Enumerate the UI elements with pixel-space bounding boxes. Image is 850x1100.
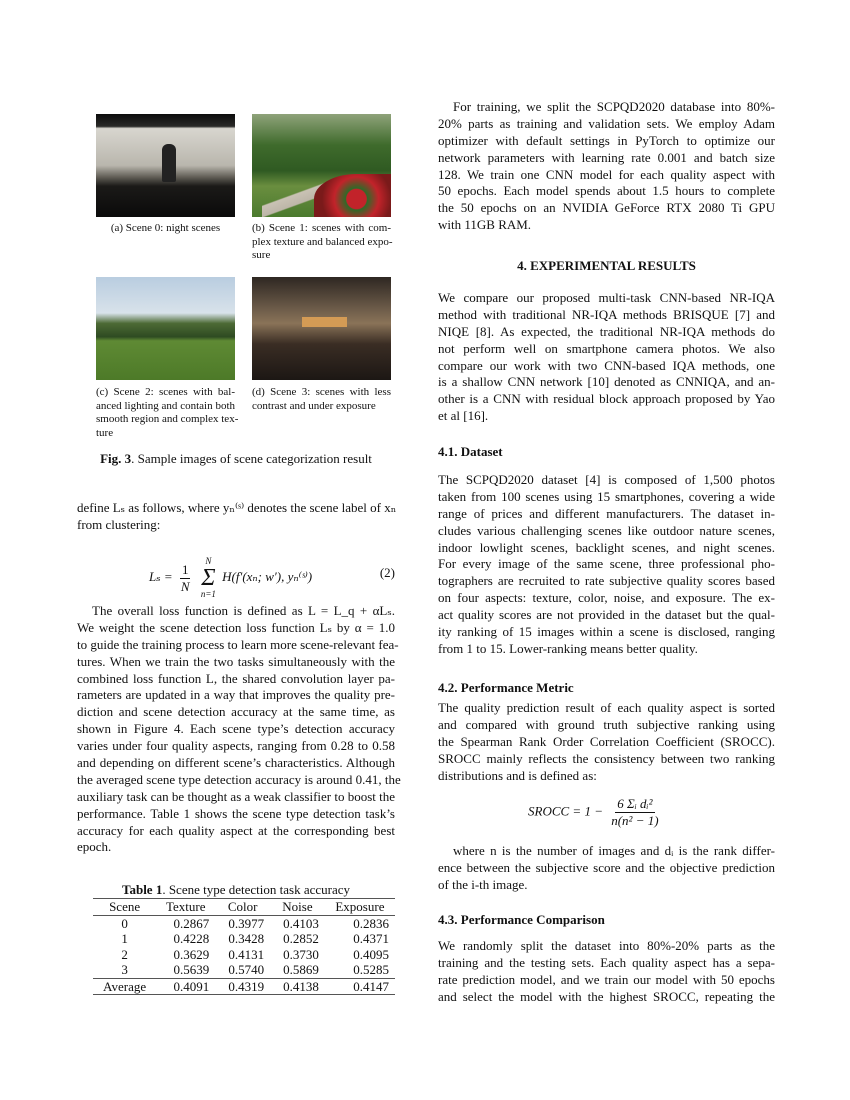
statue-silhouette xyxy=(162,144,176,182)
text-line: optimizer with default settings in PyTorch to optimize our xyxy=(438,132,775,148)
table-cell: 3 xyxy=(121,962,128,977)
table-cell: 0.3428 xyxy=(228,931,265,946)
sum-symbol: Σ xyxy=(201,565,216,591)
srocc-lhs: SROCC = 1 − xyxy=(528,803,603,819)
dataset-paragraph xyxy=(438,472,775,658)
table-cell: 0.4371 xyxy=(353,931,389,946)
text-line: contrast and under exposure xyxy=(252,399,376,412)
table-row xyxy=(93,947,395,963)
overall-loss-paragraph xyxy=(77,603,401,856)
text-line: is a shallow CNN network [10] denoted as CNNIQA, and an- xyxy=(438,374,775,390)
text-line: tographers are recruited to rate subjective quality scores based xyxy=(438,573,775,589)
eq2-numerator: 1 xyxy=(181,561,189,577)
text-line: The SCPQD2020 dataset [4] is composed of 1,500 photos xyxy=(438,472,775,487)
text-line: The quality prediction result of each quality aspect is sorted xyxy=(438,700,775,715)
table-cell: 0.5639 xyxy=(173,962,210,977)
text-line: 20% parts as training and validation sets. We employ Adam xyxy=(438,115,775,131)
text-line: For every image of the same scene, three professional pho- xyxy=(438,556,775,572)
srocc-equation xyxy=(528,796,664,829)
text-line: accuracy for each quality aspect at the corresponding best xyxy=(77,822,395,838)
caption-line: (a) Scene 0: night scenes xyxy=(110,222,221,234)
text-line: of the i-th image. xyxy=(438,876,528,892)
table-average-row xyxy=(93,978,395,995)
text-line: anced lighting and contain both xyxy=(96,399,235,412)
metric-paragraph xyxy=(438,700,775,784)
text-line: compare our work with two CNN-based IQA methods, one xyxy=(438,357,775,373)
text-line: ture xyxy=(96,426,114,439)
text-line: diction and scene detection accuracy at the same time, as xyxy=(77,704,395,720)
table-row xyxy=(93,915,395,931)
section-4-2-heading: 4.2. Performance Metric xyxy=(438,680,574,695)
eq2-lhs: Lₛ = xyxy=(149,568,173,584)
table-cell: 0.5285 xyxy=(353,962,389,977)
column-header: Color xyxy=(227,899,258,914)
section-4-3-heading: 4.3. Performance Comparison xyxy=(438,912,605,927)
table-cell: 2 xyxy=(121,946,128,962)
subfigure-a-caption xyxy=(96,222,235,236)
text-line: and depending on different scene’s characteristics. Although xyxy=(77,755,395,771)
text-line: epoch. xyxy=(77,839,112,855)
table-cell: 0.4131 xyxy=(228,946,265,962)
section-4-heading: 4. EXPERIMENTAL RESULTS xyxy=(517,258,696,273)
srocc-numerator: 6 Σᵢ dᵢ² xyxy=(617,796,653,811)
equation-2 xyxy=(77,552,395,600)
subfigure-b-caption xyxy=(252,222,391,263)
text-line: (b) Scene 1: scenes with com- xyxy=(252,222,391,234)
table-cell: 0.4228 xyxy=(173,931,210,946)
table-label: Table 1 xyxy=(121,882,163,897)
scene0-night-image xyxy=(96,114,235,217)
text-line: to guide the training process to learn more scene-relevant fea- xyxy=(77,636,399,652)
text-line: (d) Scene 3: scenes with less xyxy=(252,386,391,398)
table-cell: 0.5740 xyxy=(228,962,265,977)
table-row xyxy=(93,931,395,947)
table-cell: 0.3730 xyxy=(283,946,319,962)
table-cell: 0.4095 xyxy=(353,946,389,962)
figure-label: Fig. 3 xyxy=(100,451,132,466)
text-line: the 50 epochs on an NVIDIA GeForce RTX 2080 Ti GPU xyxy=(438,200,775,216)
table-cell: 0.4091 xyxy=(173,978,210,994)
text-line: auxiliary task can be thought as a weak classifier to boost the xyxy=(77,788,396,804)
srocc-denominator: n(n² − 1) xyxy=(611,813,659,828)
text-line: smooth region and complex tex- xyxy=(96,413,239,425)
text-line: et al [16]. xyxy=(438,408,489,424)
text-line: define Lₛ as follows, where yₙ⁽ˢ⁾ denotes the scene label of xₙ xyxy=(77,500,397,515)
text-line: (c) Scene 2: scenes with bal- xyxy=(96,386,235,398)
table-cell: 1 xyxy=(121,931,128,946)
text-line: The overall loss function is defined as L = L_q + αLₛ. xyxy=(92,603,395,618)
text-line: 50 epochs. Each model spends about 1.5 hours to complete xyxy=(438,183,775,199)
text-line: 128. We train one CNN model for each quality aspect with xyxy=(438,166,775,182)
text-line: ity ranking of 15 images within a scene is disclosed, ranging xyxy=(438,624,775,640)
text-line: the averaged scene type detection accuracy is around 0.41, the xyxy=(77,771,401,787)
table1 xyxy=(93,898,395,995)
subfigure-d-caption xyxy=(252,386,391,413)
text-line: varies under four quality aspects, ranging from 0.28 to 0.58 xyxy=(77,738,395,754)
menu-board xyxy=(302,317,347,327)
training-paragraph xyxy=(438,99,775,234)
text-line: and select the model with the highest SROCC, repeating the xyxy=(438,988,775,1004)
eq2-denominator: N xyxy=(180,578,190,594)
text-line: taken from 100 scenes using 15 smartphones, covering a wide xyxy=(438,488,775,504)
text-line: and compared with ground truth subjective ranking using xyxy=(438,716,775,732)
table-row xyxy=(93,962,395,978)
table-cell: 0.3977 xyxy=(228,915,265,931)
text-line: We weight the scene detection loss function Lₛ by α = 1.0 xyxy=(77,619,395,635)
equation-number: (2) xyxy=(379,565,395,580)
scene2-lawn-image xyxy=(96,277,235,380)
text-line: on four aspects: texture, color, noise, and exposure. The ex- xyxy=(438,590,775,606)
text-line: rate prediction model, and we train our model with 50 epochs xyxy=(438,971,775,987)
text-line: tures. When we train the two tasks simultaneously with the xyxy=(77,653,395,669)
subfigure-c-caption xyxy=(96,386,239,440)
text-line: plex texture and balanced expo- xyxy=(252,235,393,248)
table-cell: Average xyxy=(103,978,147,994)
text-line: from clustering: xyxy=(77,516,161,532)
eq2-body: H(f′(xₙ; w′), yₙ⁽ˢ⁾) xyxy=(222,568,313,584)
comparison-paragraph xyxy=(438,938,775,1006)
column-header: Texture xyxy=(165,899,206,914)
where-paragraph xyxy=(438,843,775,894)
text-line: not perform well on smartphone camera photos. We also xyxy=(438,340,775,356)
text-line: performance. Table 1 shows the scene type detection task’s xyxy=(77,805,395,821)
section-4-1-heading: 4.1. Dataset xyxy=(438,444,503,459)
text-line: from 1 to 15. Lower-ranking means better quality. xyxy=(438,640,698,656)
text-line: act quality scores are not provided in the dataset but the qual- xyxy=(438,607,775,623)
figure3-caption xyxy=(77,451,395,467)
scene3-cafe-image xyxy=(252,277,391,380)
text-line: For training, we split the SCPQD2020 database into 80%- xyxy=(453,99,775,114)
table-cell: 0 xyxy=(121,915,128,931)
column-header: Noise xyxy=(282,899,313,914)
text-line: other is a CNN with residual block approach proposed by Yao xyxy=(438,391,775,407)
text-line: ence between the subjective score and the objective prediction xyxy=(438,859,775,875)
table-cell: 0.2867 xyxy=(173,915,210,931)
text-line: We compare our proposed multi-task CNN-based NR-IQA xyxy=(438,290,775,305)
table-cell: 0.4103 xyxy=(283,915,319,931)
scene1-garden-image xyxy=(252,114,391,217)
define-ls-paragraph xyxy=(77,500,395,534)
text-line: method with traditional NR-IQA methods BRISQUE [7] and xyxy=(438,306,775,322)
table-cell: 0.4138 xyxy=(283,978,319,994)
table-cell: 0.4147 xyxy=(353,978,389,994)
text-line: training and the testing sets. Each quality aspect has a sepa- xyxy=(438,954,775,970)
flowerbed-shape xyxy=(314,174,391,217)
column-header: Exposure xyxy=(335,899,385,914)
text-line: distributions and is defined as: xyxy=(438,767,597,783)
section4-paragraph xyxy=(438,290,775,425)
text-line: network parameters with learning rate 0.001 and batch size xyxy=(438,149,775,165)
text-line: range of prices and different manufacturers. The dataset in- xyxy=(438,505,775,521)
column-header: Scene xyxy=(109,899,141,914)
text-line: where n is the number of images and dᵢ is the rank differ- xyxy=(453,843,775,858)
table1-caption xyxy=(77,882,395,898)
table-header-row xyxy=(93,899,395,916)
text-line: with 11GB RAM. xyxy=(438,217,532,233)
text-line: SROCC mainly reflects the consistency between two ranking xyxy=(438,750,775,766)
figure-caption-text: . Sample images of scene categorization result xyxy=(131,451,372,466)
sum-lower: n=1 xyxy=(200,589,216,599)
table-caption-text: . Scene type detection task accuracy xyxy=(162,882,351,897)
sum-upper: N xyxy=(205,556,212,566)
text-line: We randomly split the dataset into 80%-20% parts as the xyxy=(438,938,775,953)
table-cell: 0.3629 xyxy=(173,946,210,962)
text-line: NIQE [8]. As expected, the traditional NR-IQA methods do xyxy=(438,323,775,339)
text-line: combined loss function L, the shared convolution layer pa- xyxy=(77,670,395,686)
text-line: sure xyxy=(252,249,271,261)
text-line: indoor lowlight scenes, backlight scenes, and night scenes. xyxy=(438,539,775,555)
text-line: rameters are updated in a way that improves the quality pre- xyxy=(77,687,395,703)
table-cell: 0.4319 xyxy=(228,978,265,994)
text-line: the Spearman Rank Order Correlation Coefficient (SROCC). xyxy=(438,733,775,749)
table-cell: 0.2852 xyxy=(283,931,319,946)
table-cell: 0.5869 xyxy=(283,962,319,977)
text-line: cludes various challenging scenes like outdoor nature scenes, xyxy=(438,522,775,538)
table-cell: 0.2836 xyxy=(353,915,389,931)
text-line: shown in Figure 4. Each scene type’s detection accuracy xyxy=(77,721,395,737)
